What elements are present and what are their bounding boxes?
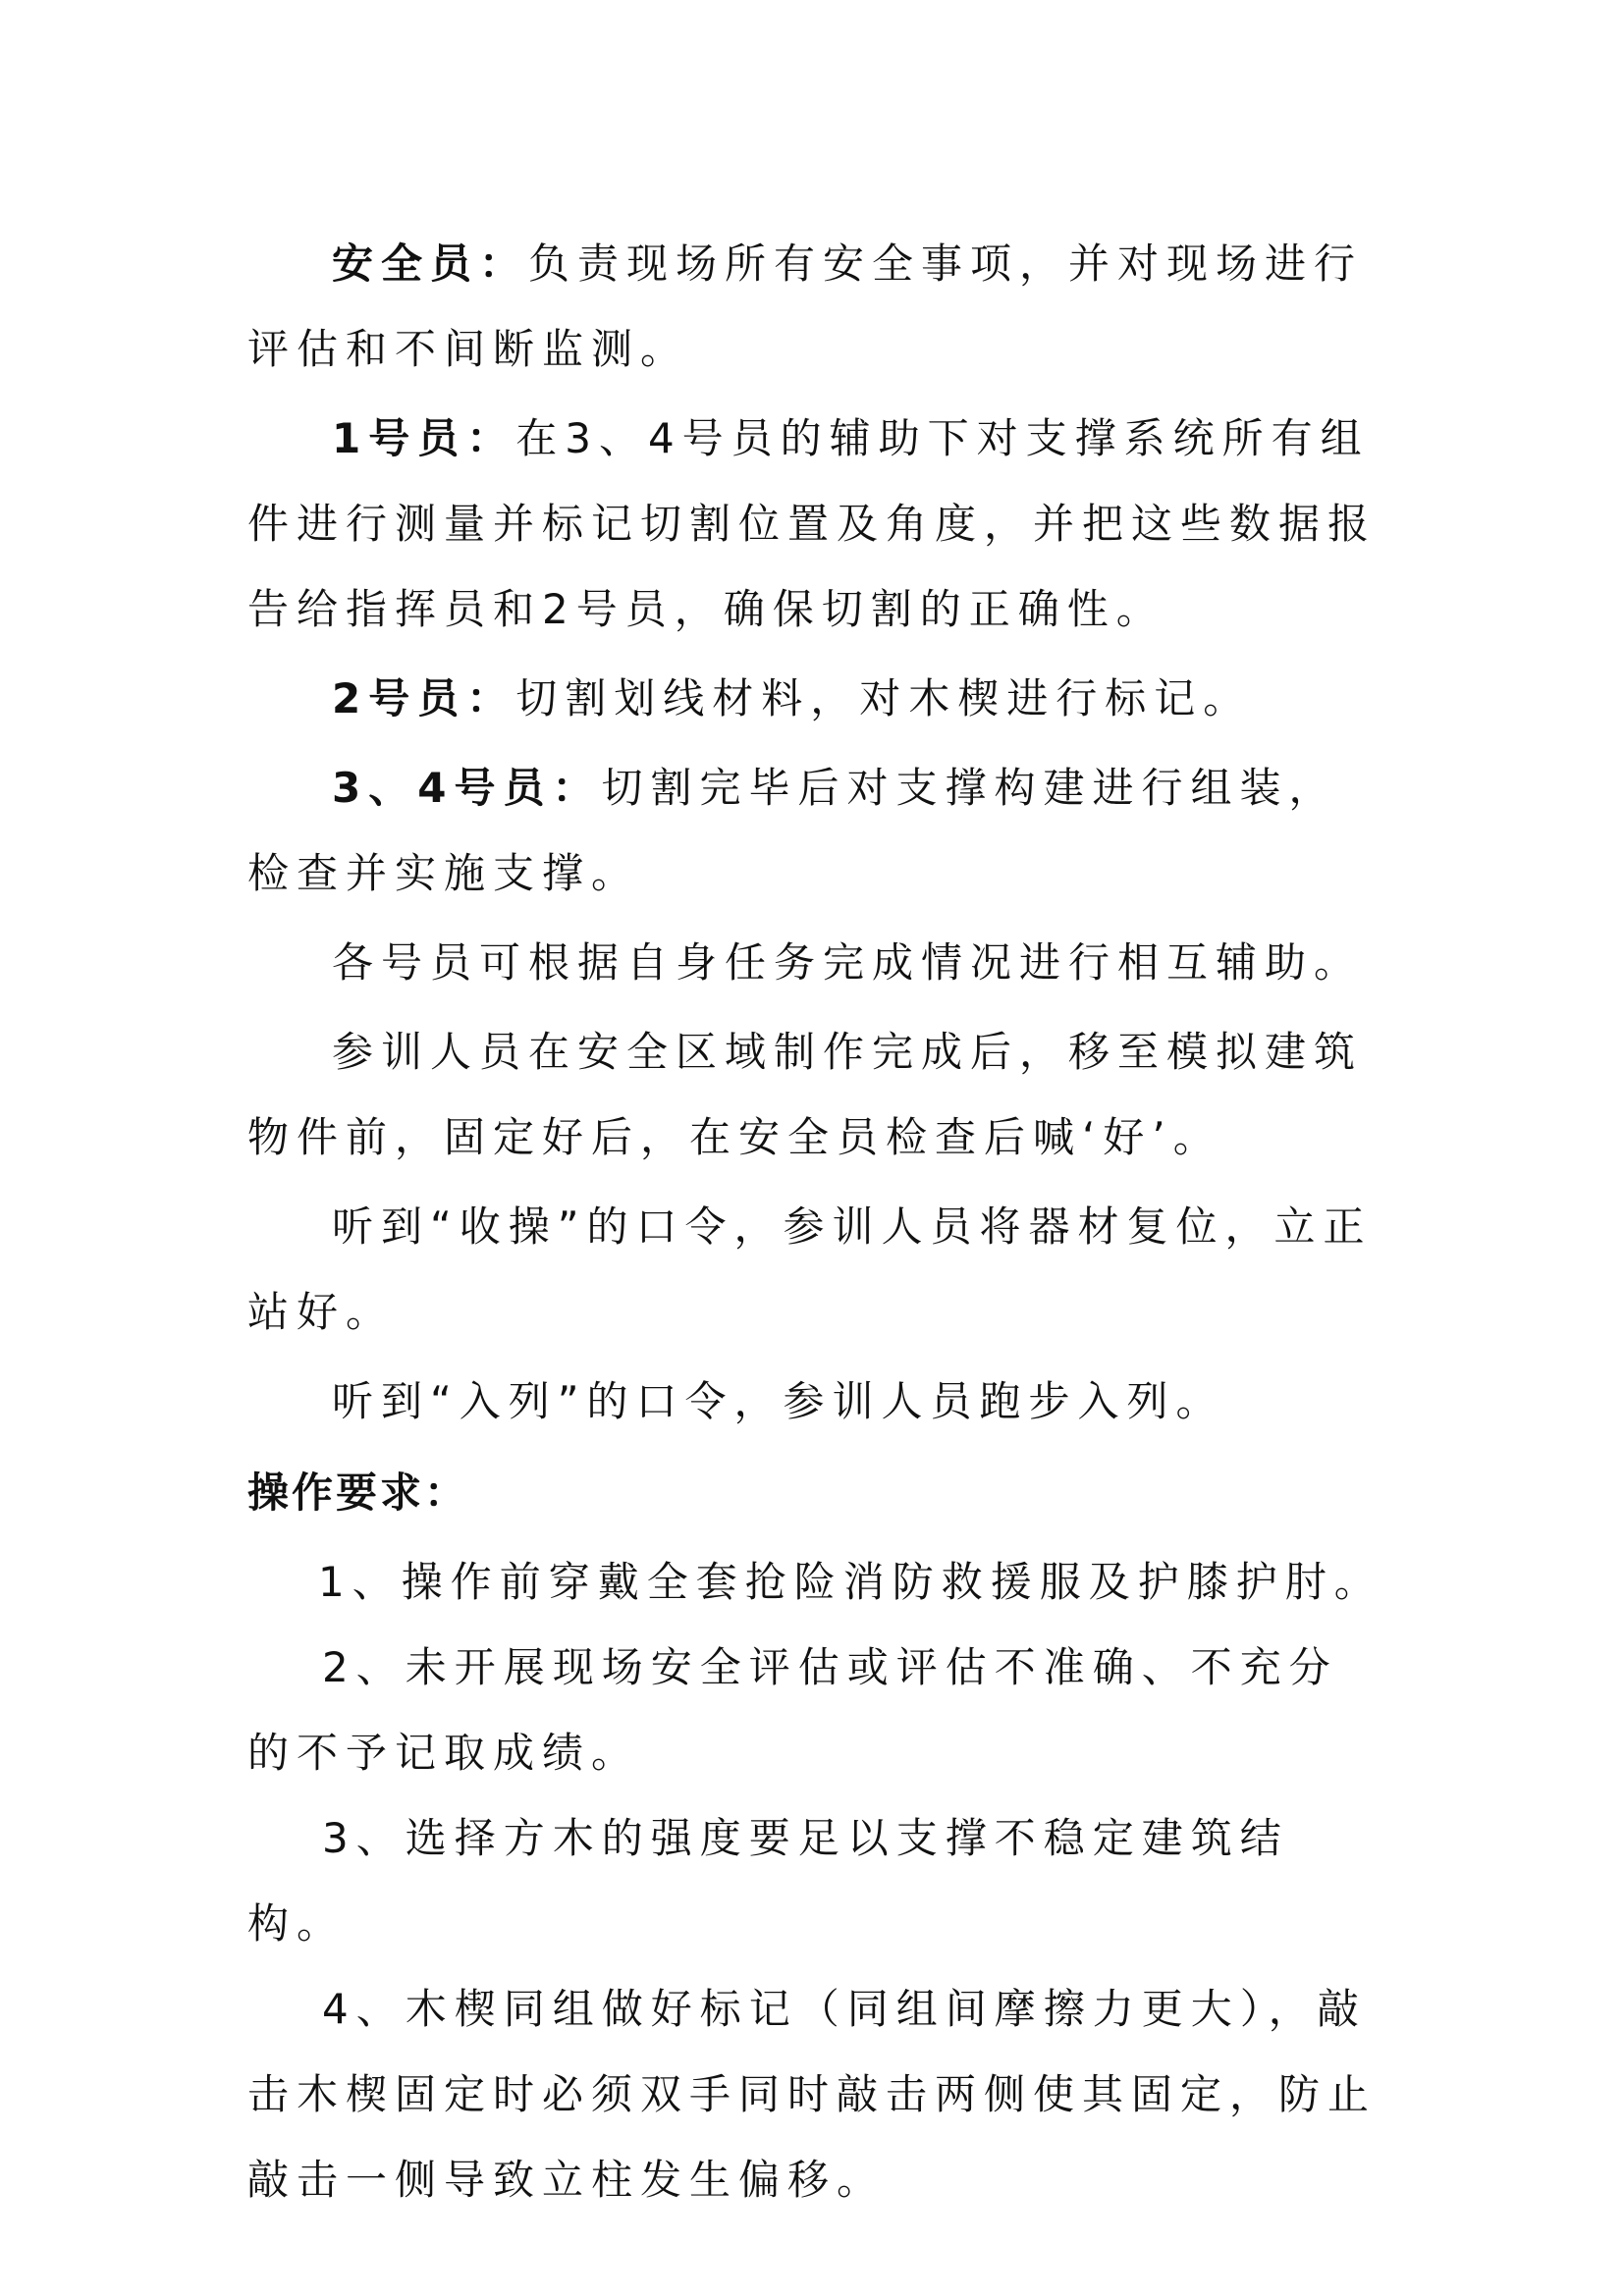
role-member-3-4 (247, 745, 1386, 916)
role-label: 2号员： (332, 674, 516, 722)
role-member-2 (247, 656, 1386, 741)
page-content (247, 221, 1386, 2222)
role-label: 3、4号员： (332, 764, 602, 812)
requirement-item: 2、未开展现场安全评估或评估不准确、不充分的不予记取成绩。 (247, 1643, 1338, 1777)
requirements-heading: 操作要求： (247, 1468, 469, 1517)
role-member-1 (247, 396, 1386, 652)
role-label: 1号员： (332, 414, 516, 462)
role-description: 切割完毕后对支撑构建进行组装，检查并实施支撑。 (247, 764, 1338, 897)
role-safety-officer (247, 221, 1386, 392)
body-paragraph: 听到“入列”的口令，参训人员跑步入列。 (332, 1377, 1225, 1425)
role-description: 负责现场所有安全事项，并对现场进行评估和不间断监测。 (247, 240, 1364, 373)
requirement-item: 3、选择方木的强度要足以支撑不稳定建筑结构。 (247, 1814, 1289, 1948)
role-description: 在3、4号员的辅助下对支撑系统所有组件进行测量并标记切割位置及角度，并把这些数据报告给指挥员和2号员，确保切割的正确性。 (247, 414, 1378, 633)
body-paragraph: 各号员可根据自身任务完成情况进行相互辅助。 (332, 938, 1364, 987)
requirement-item: 1、操作前穿戴全套抢险消防救援服及护膝护肘。 (318, 1558, 1383, 1606)
requirement-item: 4、木楔同组做好标记（同组间摩擦力更大），敲击木楔固定时必须双手同时敲击两侧使其固定，防止敲击一侧导致立柱发生偏移。 (247, 1985, 1378, 2204)
role-label: 安全员： (332, 240, 529, 288)
body-paragraph: 参训人员在安全区域制作完成后，移至模拟建筑物件前，固定好后，在安全员检查后喊‘好’。 (247, 1028, 1364, 1161)
role-description: 切割划线材料，对木楔进行标记。 (515, 674, 1253, 722)
body-paragraph: 听到“收操”的口令，参训人员将器材复位，立正站好。 (247, 1202, 1373, 1336)
